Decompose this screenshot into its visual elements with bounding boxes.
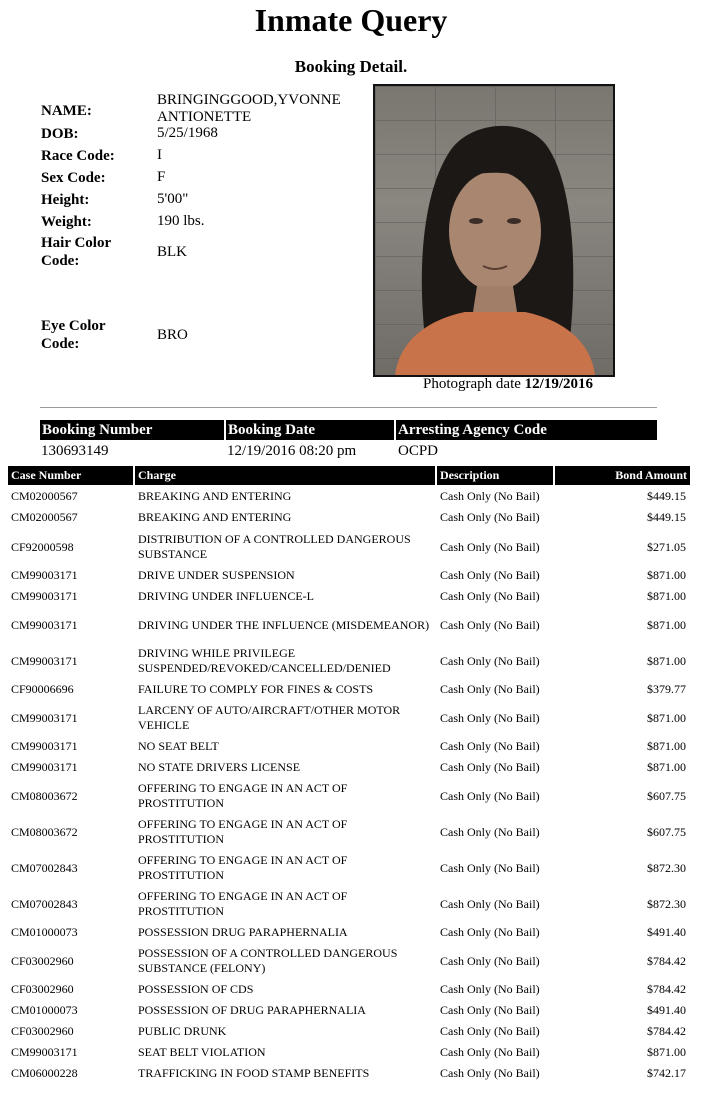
charge-row (0, 565, 702, 586)
booking-date-value: 12/19/2016 08:20 pm (227, 443, 357, 459)
case-number-cell-text: CM01000073 (11, 925, 78, 939)
arresting-agency-header: Arresting Agency Code (396, 420, 657, 440)
description-cell-text: Cash Only (No Bail) (440, 953, 540, 968)
case-number-cell-text: CM06000228 (11, 1066, 78, 1080)
bond-amount-cell-text: $784.42 (647, 953, 686, 968)
case-number-cell-text: CM02000567 (11, 489, 78, 503)
description-cell-text: Cash Only (No Bail) (440, 760, 540, 774)
charge-cell-text: OFFERING TO ENGAGE IN AN ACT OF PROSTITUTION (138, 889, 348, 918)
description-cell (440, 736, 552, 757)
charge-cell-text: PUBLIC DRUNK (138, 1024, 227, 1038)
description-cell-text: Cash Only (No Bail) (440, 1003, 540, 1017)
bond-amount-cell-text: $872.30 (647, 860, 686, 875)
bond-amount-cell-text: $871.00 (647, 653, 686, 668)
charge-row (0, 814, 702, 850)
description-cell-text: Cash Only (No Bail) (440, 788, 540, 803)
description-cell (440, 943, 552, 979)
description-cell (440, 1000, 552, 1021)
bond-amount-cell (556, 565, 686, 586)
charge-cell-text: POSSESSION OF A CONTROLLED DANGEROUS SUBSTANCE (FELONY) (138, 946, 398, 975)
description-cell (440, 814, 552, 850)
bond-amount-cell-text: $449.15 (647, 510, 686, 524)
charge-cell (138, 886, 433, 922)
charge-row (0, 1000, 702, 1021)
description-cell (440, 850, 552, 886)
charge-cell-text: DRIVING UNDER THE INFLUENCE (MISDEMEANOR) (138, 617, 430, 632)
case-number-cell (11, 607, 133, 643)
description-cell (440, 778, 552, 814)
description-cell-text: Cash Only (No Bail) (440, 1066, 540, 1080)
case-number-cell-text: CM99003171 (11, 589, 78, 603)
charge-row (0, 1063, 702, 1084)
description-cell-text: Cash Only (No Bail) (440, 539, 540, 554)
charge-cell (138, 943, 433, 979)
name-value: BRINGINGGOOD,YVONNE ANTIONETTE (157, 92, 341, 125)
charge-cell (138, 507, 433, 528)
case-number-cell-text: CM01000073 (11, 1003, 78, 1017)
bond-amount-cell (556, 607, 686, 643)
case-number-cell (11, 486, 133, 507)
charge-cell-text: BREAKING AND ENTERING (138, 510, 292, 524)
case-number-cell-text: CM99003171 (11, 568, 78, 582)
case-number-cell (11, 529, 133, 565)
arresting-agency-value: OCPD (398, 443, 439, 459)
case-number-cell (11, 778, 133, 814)
charge-cell-text: DRIVING WHILE PRIVILEGE SUSPENDED/REVOKED/CANCELLED/DENIED (138, 646, 391, 675)
description-cell-text: Cash Only (No Bail) (440, 710, 540, 725)
bond-amount-cell-text: $871.00 (647, 1045, 686, 1059)
description-cell-text: Cash Only (No Bail) (440, 860, 540, 875)
charge-cell-text: TRAFFICKING IN FOOD STAMP BENEFITS (138, 1066, 370, 1080)
hair-value: BLK (157, 244, 187, 260)
case-number-cell (11, 886, 133, 922)
charge-cell (138, 586, 433, 607)
case-number-cell-text: CM07002843 (11, 860, 78, 875)
description-header: Description (437, 466, 553, 485)
eye-label: Eye Color Code: (41, 318, 106, 352)
name-row (41, 92, 361, 128)
case-number-cell (11, 679, 133, 700)
charge-cell (138, 814, 433, 850)
case-number-cell (11, 814, 133, 850)
case-number-cell (11, 736, 133, 757)
charge-cell (138, 736, 433, 757)
name-label: NAME: (41, 103, 92, 119)
charge-cell (138, 486, 433, 507)
charge-cell-text: POSSESSION DRUG PARAPHERNALIA (138, 925, 348, 939)
description-cell-text: Cash Only (No Bail) (440, 589, 540, 603)
charge-header: Charge (135, 466, 435, 485)
bond-amount-cell (556, 586, 686, 607)
bond-amount-cell (556, 736, 686, 757)
description-cell (440, 1063, 552, 1084)
charge-row (0, 1042, 702, 1063)
description-cell-text: Cash Only (No Bail) (440, 568, 540, 582)
sex-value: F (157, 169, 166, 185)
bond-amount-cell (556, 886, 686, 922)
description-cell-text: Cash Only (No Bail) (440, 896, 540, 911)
description-cell (440, 886, 552, 922)
charge-cell-text: DRIVE UNDER SUSPENSION (138, 568, 295, 582)
case-number-cell-text: CF90006696 (11, 682, 74, 696)
description-cell-text: Cash Only (No Bail) (440, 653, 540, 668)
description-cell (440, 757, 552, 778)
charge-cell-text: DRIVING UNDER INFLUENCE-L (138, 589, 314, 603)
charge-cell (138, 1000, 433, 1021)
charge-row (0, 757, 702, 778)
charge-cell-text: SEAT BELT VIOLATION (138, 1045, 266, 1059)
bond-amount-cell-text: $872.30 (647, 896, 686, 911)
bond-amount-cell (556, 507, 686, 528)
charge-row (0, 1021, 702, 1042)
charge-cell-text: FAILURE TO COMPLY FOR FINES & COSTS (138, 682, 374, 696)
weight-value: 190 lbs. (157, 213, 205, 229)
bond-amount-cell (556, 1000, 686, 1021)
weight-label: Weight: (41, 214, 92, 230)
height-value: 5'00" (157, 191, 189, 207)
case-number-cell-text: CM08003672 (11, 788, 78, 803)
bond-amount-cell-text: $271.05 (647, 539, 686, 554)
charge-cell (138, 565, 433, 586)
description-cell (440, 643, 552, 679)
charge-cell (138, 979, 433, 1000)
case-number-cell-text: CM99003171 (11, 653, 78, 668)
charge-cell (138, 850, 433, 886)
bond-amount-cell (556, 643, 686, 679)
charge-row (0, 486, 702, 507)
bond-amount-cell-text: $742.17 (647, 1066, 686, 1080)
charge-cell-text: BREAKING AND ENTERING (138, 489, 292, 503)
case-number-cell (11, 700, 133, 736)
bond-amount-cell (556, 679, 686, 700)
charge-row (0, 979, 702, 1000)
bond-amount-header: Bond Amount (555, 466, 690, 485)
charge-cell (138, 922, 433, 943)
photograph-date-label: Photograph date (423, 376, 521, 392)
charge-cell-text: NO SEAT BELT (138, 739, 219, 753)
case-number-header: Case Number (8, 466, 133, 485)
case-number-cell-text: CM99003171 (11, 710, 78, 725)
bond-amount-cell (556, 814, 686, 850)
charge-row (0, 886, 702, 922)
charge-cell-text: DISTRIBUTION OF A CONTROLLED DANGEROUS SUBSTANCE (138, 532, 411, 561)
case-number-cell (11, 1021, 133, 1042)
description-cell-text: Cash Only (No Bail) (440, 824, 540, 839)
description-cell (440, 922, 552, 943)
charge-cell (138, 643, 433, 679)
charge-cell (138, 757, 433, 778)
bond-amount-cell-text: $871.00 (647, 760, 686, 774)
bond-amount-cell-text: $871.00 (647, 617, 686, 632)
dob-label: DOB: (41, 126, 79, 142)
case-number-cell-text: CF92000598 (11, 539, 74, 554)
case-number-cell (11, 586, 133, 607)
case-number-cell (11, 1063, 133, 1084)
charge-cell-text: OFFERING TO ENGAGE IN AN ACT OF PROSTITUTION (138, 817, 348, 846)
description-cell (440, 486, 552, 507)
booking-number-header: Booking Number (40, 420, 224, 440)
charge-row (0, 850, 702, 886)
charge-cell (138, 607, 433, 643)
description-cell-text: Cash Only (No Bail) (440, 617, 540, 632)
bond-amount-cell-text: $871.00 (647, 710, 686, 725)
case-number-cell-text: CM02000567 (11, 510, 78, 524)
person-silhouette-image (375, 86, 613, 375)
description-cell-text: Cash Only (No Bail) (440, 489, 540, 503)
inmate-photo (373, 84, 615, 377)
description-cell-text: Cash Only (No Bail) (440, 925, 540, 939)
description-cell (440, 1042, 552, 1063)
case-number-cell-text: CM07002843 (11, 896, 78, 911)
case-number-cell (11, 922, 133, 943)
description-cell-text: Cash Only (No Bail) (440, 982, 540, 996)
race-label: Race Code: (41, 148, 115, 164)
bond-amount-cell-text: $784.42 (647, 1024, 686, 1038)
charge-cell-text: OFFERING TO ENGAGE IN AN ACT OF PROSTITUTION (138, 853, 348, 882)
page-title: Inmate Query (254, 2, 448, 38)
description-cell (440, 529, 552, 565)
bond-amount-cell-text: $607.75 (647, 788, 686, 803)
bond-amount-cell (556, 486, 686, 507)
case-number-cell-text: CF03002960 (11, 1024, 74, 1038)
booking-date-header: Booking Date (226, 420, 394, 440)
charge-row (0, 700, 702, 736)
charge-row (0, 778, 702, 814)
description-cell (440, 979, 552, 1000)
charge-row (0, 529, 702, 565)
description-cell-text: Cash Only (No Bail) (440, 682, 540, 696)
charge-cell-text: OFFERING TO ENGAGE IN AN ACT OF PROSTITUTION (138, 781, 348, 810)
bond-amount-cell (556, 943, 686, 979)
hair-label: Hair Color Code: (41, 235, 111, 269)
charge-row (0, 922, 702, 943)
bond-amount-cell-text: $449.15 (647, 489, 686, 503)
description-cell (440, 679, 552, 700)
charge-cell (138, 1042, 433, 1063)
case-number-cell (11, 850, 133, 886)
charge-cell (138, 778, 433, 814)
charge-cell (138, 529, 433, 565)
charge-row (0, 507, 702, 528)
bond-amount-cell-text: $491.40 (647, 925, 686, 939)
bond-amount-cell-text: $871.00 (647, 568, 686, 582)
section-divider (40, 407, 657, 408)
case-number-cell-text: CM99003171 (11, 617, 78, 632)
photograph-date (423, 376, 593, 393)
bond-amount-cell-text: $871.00 (647, 589, 686, 603)
case-number-cell-text: CM99003171 (11, 739, 78, 753)
photograph-date-value: 12/19/2016 (524, 376, 593, 392)
case-number-cell-text: CM08003672 (11, 824, 78, 839)
case-number-cell (11, 1042, 133, 1063)
bond-amount-cell (556, 700, 686, 736)
description-cell-text: Cash Only (No Bail) (440, 1024, 540, 1038)
bond-amount-cell (556, 1042, 686, 1063)
description-cell (440, 507, 552, 528)
charge-cell (138, 1063, 433, 1084)
case-number-cell (11, 565, 133, 586)
case-number-cell-text: CF03002960 (11, 982, 74, 996)
page-subtitle: Booking Detail. (294, 57, 408, 76)
bond-amount-cell (556, 1021, 686, 1042)
description-cell (440, 607, 552, 643)
case-number-cell (11, 979, 133, 1000)
bond-amount-cell-text: $784.42 (647, 982, 686, 996)
bond-amount-cell-text: $607.75 (647, 824, 686, 839)
height-label: Height: (41, 192, 90, 208)
charge-row (0, 943, 702, 979)
case-number-cell-text: CM99003171 (11, 760, 78, 774)
charge-cell (138, 679, 433, 700)
sex-label: Sex Code: (41, 170, 106, 186)
description-cell-text: Cash Only (No Bail) (440, 739, 540, 753)
charge-row (0, 736, 702, 757)
bond-amount-cell (556, 778, 686, 814)
case-number-cell (11, 643, 133, 679)
charge-cell-text: POSSESSION OF CDS (138, 982, 254, 996)
case-number-cell (11, 507, 133, 528)
bond-amount-cell (556, 850, 686, 886)
case-number-cell (11, 1000, 133, 1021)
description-cell-text: Cash Only (No Bail) (440, 510, 540, 524)
charge-row (0, 643, 702, 679)
booking-number-value: 130693149 (41, 443, 109, 459)
charge-cell-text: POSSESSION OF DRUG PARAPHERNALIA (138, 1003, 366, 1017)
bond-amount-cell (556, 979, 686, 1000)
charge-row (0, 679, 702, 700)
description-cell (440, 700, 552, 736)
bond-amount-cell-text: $871.00 (647, 739, 686, 753)
bond-amount-cell (556, 529, 686, 565)
eye-value: BRO (157, 327, 188, 343)
case-number-cell (11, 757, 133, 778)
race-value: I (157, 147, 162, 163)
case-number-cell-text: CF03002960 (11, 953, 74, 968)
description-cell-text: Cash Only (No Bail) (440, 1045, 540, 1059)
charge-row (0, 586, 702, 607)
bond-amount-cell (556, 1063, 686, 1084)
charge-cell-text: LARCENY OF AUTO/AIRCRAFT/OTHER MOTOR VEHICLE (138, 703, 401, 732)
description-cell (440, 586, 552, 607)
charge-row (0, 607, 702, 643)
bond-amount-cell-text: $491.40 (647, 1003, 686, 1017)
case-number-cell (11, 943, 133, 979)
description-cell (440, 565, 552, 586)
description-cell (440, 1021, 552, 1042)
bond-amount-cell-text: $379.77 (647, 682, 686, 696)
charge-cell (138, 700, 433, 736)
dob-value: 5/25/1968 (157, 125, 218, 141)
charge-cell (138, 1021, 433, 1042)
case-number-cell-text: CM99003171 (11, 1045, 78, 1059)
charge-cell-text: NO STATE DRIVERS LICENSE (138, 760, 301, 774)
bond-amount-cell (556, 757, 686, 778)
bond-amount-cell (556, 922, 686, 943)
